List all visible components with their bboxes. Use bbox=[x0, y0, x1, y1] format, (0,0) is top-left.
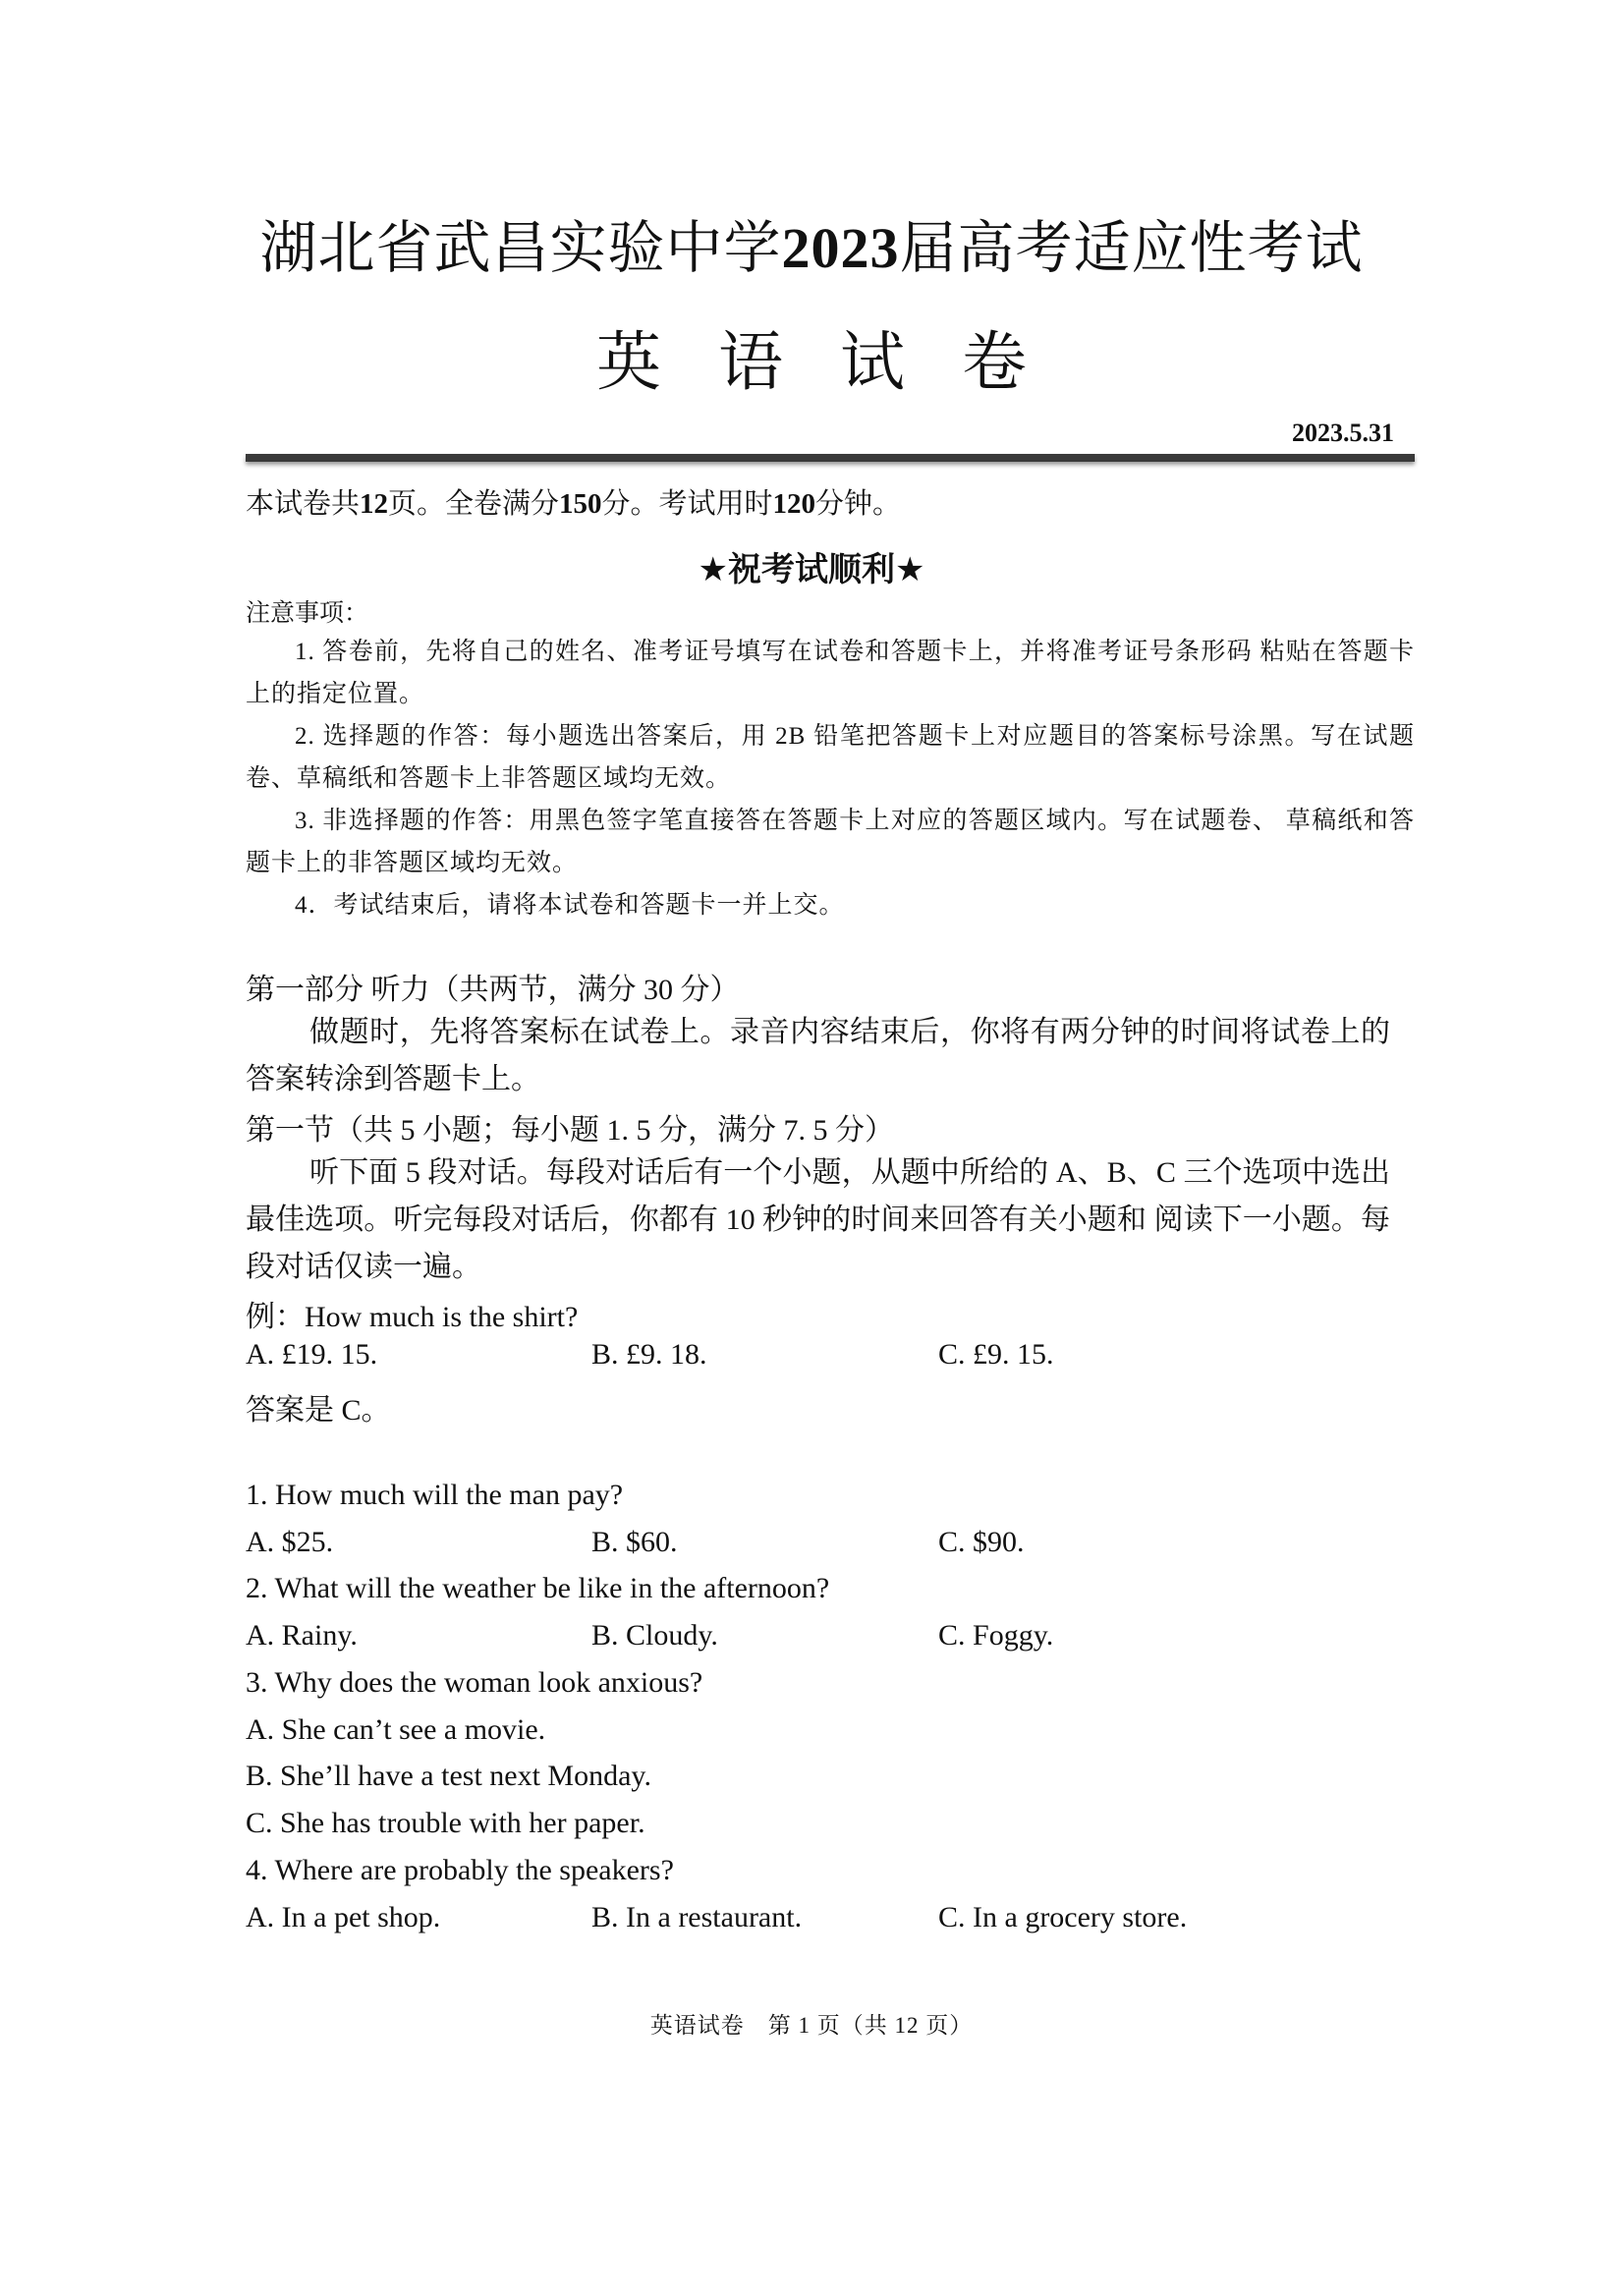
question-3: 3. Why does the woman look anxious? bbox=[246, 1666, 703, 1699]
total-score: 150 bbox=[559, 488, 602, 520]
question-3-option-c: C. She has trouble with her paper. bbox=[246, 1807, 645, 1839]
option-c: C. £9. 15. bbox=[938, 1338, 1054, 1371]
example-options bbox=[246, 1338, 1415, 1377]
question-1: 1. How much will the man pay? bbox=[246, 1479, 624, 1511]
note-item: 4．考试结束后，请将本试卷和答题卡一并上交。 bbox=[295, 892, 845, 919]
example-question: 例：How much is the shirt? bbox=[246, 1301, 579, 1333]
example-answer: 答案是 C。 bbox=[246, 1394, 391, 1427]
question-1-options bbox=[246, 1526, 1415, 1565]
option-b: B. $60. bbox=[591, 1526, 678, 1558]
notes-title: 注意事项： bbox=[246, 598, 369, 627]
option-b: B. £9. 18. bbox=[591, 1338, 707, 1371]
exam-summary: 本试卷共12页。全卷满分150分。考试用时120分钟。 bbox=[246, 488, 902, 520]
question-4-options bbox=[246, 1901, 1415, 1940]
question-3-option-a: A. She can’t see a movie. bbox=[246, 1713, 546, 1746]
option-c: C. Foggy. bbox=[938, 1619, 1054, 1652]
part1-instruction: 做题时，先将答案标在试卷上。录音内容结束后，你将有两分钟的时间将试卷上的答案转涂到答题卡上。 bbox=[246, 1016, 1390, 1095]
option-a: A. Rainy. bbox=[246, 1619, 358, 1652]
question-3-option-b: B. She’ll have a test next Monday. bbox=[246, 1760, 651, 1792]
exam-duration: 120 bbox=[772, 488, 816, 520]
exam-title-prefix: 湖北省武昌实验中学 bbox=[259, 216, 782, 280]
option-a: A. £19. 15. bbox=[246, 1338, 378, 1371]
question-4: 4. Where are probably the speakers? bbox=[246, 1854, 674, 1886]
exam-date: 2023.5.31 bbox=[1292, 419, 1394, 447]
option-a: A. $25. bbox=[246, 1526, 334, 1558]
note-item: 2. 选择题的作答：每小题选出答案后，用 2B 铅笔把答题卡上对应题目的答案标号涂黑。写在试题卷、草稿纸和答题卡上非答题区域均无效。 bbox=[246, 723, 1415, 792]
question-2-options bbox=[246, 1619, 1415, 1658]
option-c: C. $90. bbox=[938, 1526, 1025, 1558]
subject-title: 英语试卷 bbox=[596, 327, 1084, 399]
exam-title bbox=[0, 201, 1623, 284]
page-footer: 英语试卷 第 1 页（共 12 页） bbox=[649, 2013, 974, 2038]
notes-list bbox=[246, 631, 1415, 926]
option-a: A. In a pet shop. bbox=[246, 1901, 441, 1933]
section1-instruction: 听下面 5 段对话。每段对话后有一个小题，从题中所给的 A、B、C 三个选项中选出最佳选项。听完每段对话后，你都有 10 秒钟的时间来回答有关小题和 阅读下一小题。每段对话仅读一遍。 bbox=[246, 1156, 1390, 1283]
exam-title-suffix: 届高考适应性考试 bbox=[899, 216, 1364, 280]
header-divider bbox=[246, 454, 1415, 462]
page-count: 12 bbox=[360, 488, 389, 520]
part1-heading: 第一部分 听力（共两节，满分 30 分） bbox=[246, 974, 740, 1006]
exam-title-year: 2023 bbox=[781, 216, 900, 280]
option-c: C. In a grocery store. bbox=[938, 1901, 1188, 1933]
section1-heading: 第一节（共 5 小题；每小题 1. 5 分，满分 7. 5 分） bbox=[246, 1114, 894, 1147]
option-b: B. In a restaurant. bbox=[591, 1901, 803, 1933]
note-item: 3. 非选择题的作答：用黑色签字笔直接答在答题卡上对应的答题区域内。写在试题卷、 草稿纸和答题卡上的非答题区域均无效。 bbox=[246, 808, 1415, 876]
note-item: 1. 答卷前，先将自己的姓名、准考证号填写在试卷和答题卡上，并将准考证号条形码 粘贴在答题卡上的指定位置。 bbox=[246, 639, 1415, 707]
question-2: 2. What will the weather be like in the afternoon? bbox=[246, 1572, 830, 1604]
option-b: B. Cloudy. bbox=[591, 1619, 718, 1652]
good-luck-banner: ★祝考试顺利★ bbox=[698, 550, 925, 589]
